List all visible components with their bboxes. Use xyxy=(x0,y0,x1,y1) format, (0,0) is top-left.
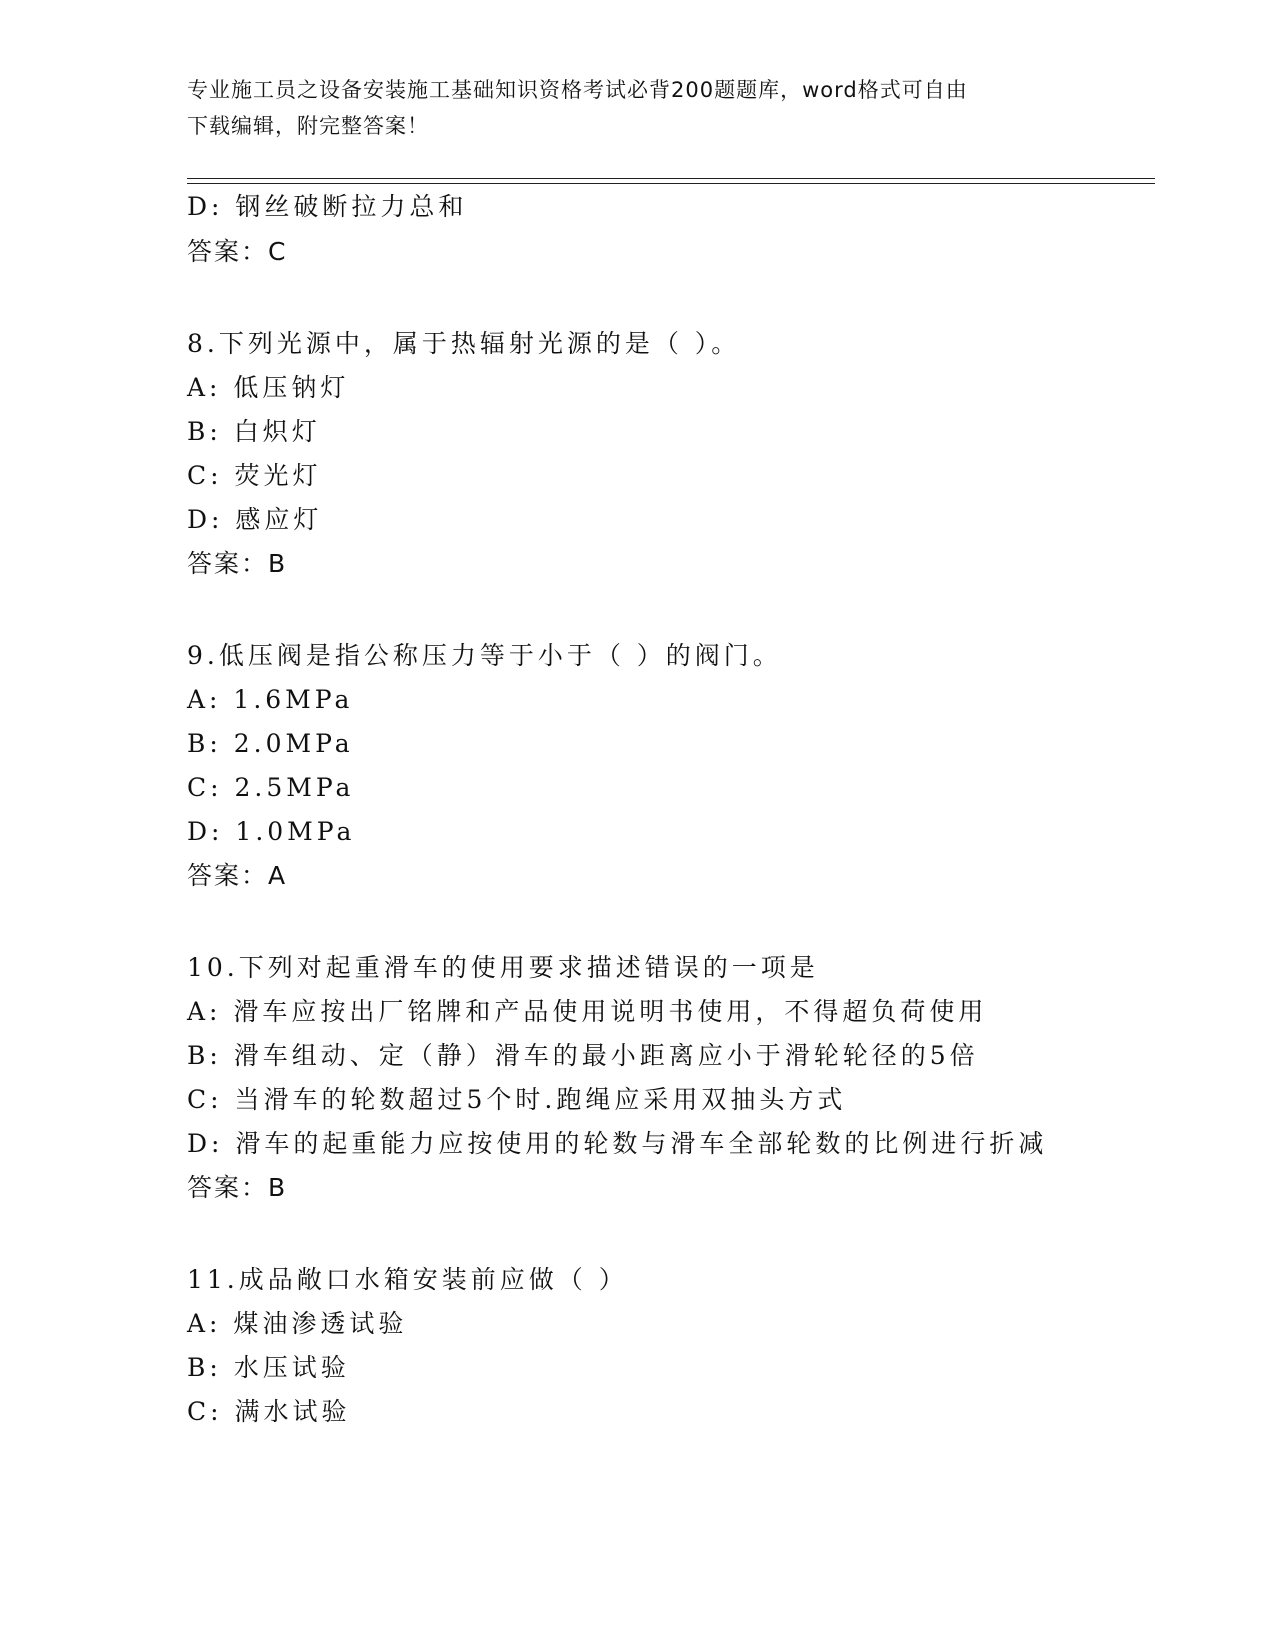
question-9-option-a: A: 1.6MPa xyxy=(187,685,354,714)
question-9-option-c: C: 2.5MPa xyxy=(187,773,355,802)
question-10-option-b: B: 滑车组动、定（静）滑车的最小距离应小于滑轮轮径的5倍 xyxy=(187,1041,979,1070)
question-10-option-a: A: 滑车应按出厂铭牌和产品使用说明书使用，不得超负荷使用 xyxy=(187,997,988,1026)
header-line-1: 专业施工员之设备安装施工基础知识资格考试必背200题题库，word格式可自由 xyxy=(187,78,968,102)
prev-option-d: D: 钢丝破断拉力总和 xyxy=(187,192,468,221)
header-line-2: 下载编辑，附完整答案！ xyxy=(187,114,429,138)
question-10-option-d: D: 滑车的起重能力应按使用的轮数与滑车全部轮数的比例进行折减 xyxy=(187,1129,1048,1158)
header-rule-bottom xyxy=(187,183,1155,184)
question-8-option-d: D: 感应灯 xyxy=(187,505,323,534)
question-11-stem: 11.成品敞口水箱安装前应做（ ） xyxy=(187,1265,628,1294)
prev-answer: 答案：C xyxy=(187,237,288,266)
question-8-option-a: A: 低压钠灯 xyxy=(187,373,350,402)
question-8-option-c: C: 荧光灯 xyxy=(187,461,322,490)
question-11-option-c: C: 满水试验 xyxy=(187,1397,351,1426)
question-10-answer: 答案：B xyxy=(187,1173,288,1202)
question-10-option-c: C: 当滑车的轮数超过5个时.跑绳应采用双抽头方式 xyxy=(187,1085,847,1114)
question-9-option-b: B: 2.0MPa xyxy=(187,729,354,758)
question-9-answer: 答案：A xyxy=(187,861,288,890)
document-header xyxy=(187,72,1067,144)
question-8-stem: 8.下列光源中，属于热辐射光源的是（ ）。 xyxy=(187,329,741,358)
question-10-stem: 10.下列对起重滑车的使用要求描述错误的一项是 xyxy=(187,953,819,982)
header-rule-top xyxy=(187,178,1155,179)
question-11-option-a: A: 煤油渗透试验 xyxy=(187,1309,408,1338)
question-8-option-b: B: 白炽灯 xyxy=(187,417,321,446)
question-9-stem: 9.低压阀是指公称压力等于小于（ ）的阀门。 xyxy=(187,641,782,670)
question-9-option-d: D: 1.0MPa xyxy=(187,817,356,846)
question-8-answer: 答案：B xyxy=(187,549,288,578)
question-11-option-b: B: 水压试验 xyxy=(187,1353,350,1382)
